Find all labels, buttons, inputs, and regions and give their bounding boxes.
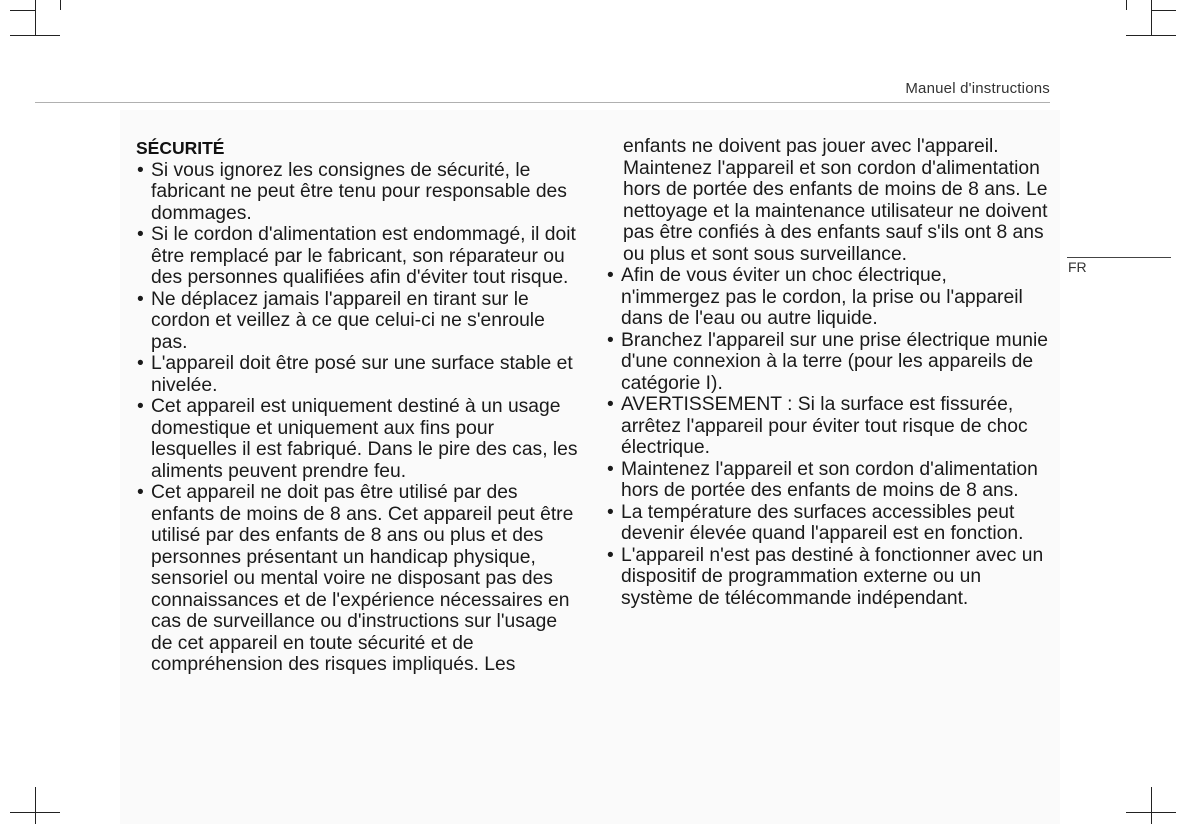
list-item: • La température des surfaces accessibles peut devenir élevée quand l'appareil est en fonction. — [606, 502, 1051, 545]
right-column — [606, 136, 1051, 609]
crop-mark-top-right-h2 — [1151, 10, 1176, 11]
crop-mark-bottom-right-v — [1151, 787, 1152, 824]
list-item: • Branchez l'appareil sur une prise électrique munie d'une connexion à la terre (pour les appareils de catégorie I). — [606, 330, 1051, 395]
list-item: • Ne déplacez jamais l'appareil en tirant sur le cordon et veillez à ce que celui-ci ne s'enroule pas. — [136, 289, 581, 354]
language-tab: FR — [1068, 259, 1087, 275]
list-item: • Cet appareil ne doit pas être utilisé par des enfants de moins de 8 ans. Cet appareil peut être utilisé par des enfants de 8 ans ou plus et des personnes présentant un handicap physique, sensoriel ou mental voire ne disposant pas des connaissances et de l'expérience nécessaires en cas de surveillance ou d'instructions sur l'usage de cet appareil en toute sécurité et de compréhension des risques impliqués. Les — [136, 482, 581, 676]
crop-mark-top-right-v2 — [1126, 0, 1127, 10]
list-item-continuation: enfants ne doivent pas jouer avec l'appareil. Maintenez l'appareil et son cordon d'alimentation hors de portée des enfants de moins de 8 ans. Le nettoyage et la maintenance utilisateur ne doivent pas être confiés à des enfants sauf s'ils ont 8 ans ou plus et sont sous surveillance. — [623, 136, 1048, 265]
crop-mark-top-left-v — [35, 0, 36, 36]
list-item: • AVERTISSEMENT : Si la surface est fissurée, arrêtez l'appareil pour éviter tout risque de choc électrique. — [606, 394, 1051, 459]
crop-mark-top-left-v2 — [60, 0, 61, 10]
section-title: SÉCURITÉ — [136, 138, 225, 158]
language-divider — [1067, 257, 1171, 258]
manual-title: Manuel d'instructions — [905, 80, 1050, 97]
left-column — [136, 136, 581, 676]
crop-mark-top-right-v — [1151, 0, 1152, 36]
safety-list-right — [606, 265, 1051, 609]
header-divider — [35, 102, 1050, 103]
list-item: • Afin de vous éviter un choc électrique, n'immergez pas le cordon, la prise ou l'appareil dans de l'eau ou autre liquide. — [606, 265, 1051, 330]
list-item: • Maintenez l'appareil et son cordon d'alimentation hors de portée des enfants de moins de 8 ans. — [606, 459, 1051, 502]
crop-mark-top-left-h2 — [10, 10, 35, 11]
safety-list-left — [136, 160, 581, 676]
crop-mark-bottom-left-v — [35, 787, 36, 824]
list-item: • L'appareil n'est pas destiné à fonctionner avec un dispositif de programmation externe ou un système de télécommande indépendant. — [606, 545, 1051, 610]
list-item: • Cet appareil est uniquement destiné à un usage domestique et uniquement aux fins pour lesquelles il est fabriqué. Dans le pire des cas, les aliments peuvent prendre feu. — [136, 396, 581, 482]
list-item: • Si vous ignorez les consignes de sécurité, le fabricant ne peut être tenu pour responsable des dommages. — [136, 160, 581, 225]
list-item: • L'appareil doit être posé sur une surface stable et nivelée. — [136, 353, 581, 396]
list-item: • Si le cordon d'alimentation est endommagé, il doit être remplacé par le fabricant, son réparateur ou des personnes qualifiées afin d'éviter tout risque. — [136, 224, 581, 289]
